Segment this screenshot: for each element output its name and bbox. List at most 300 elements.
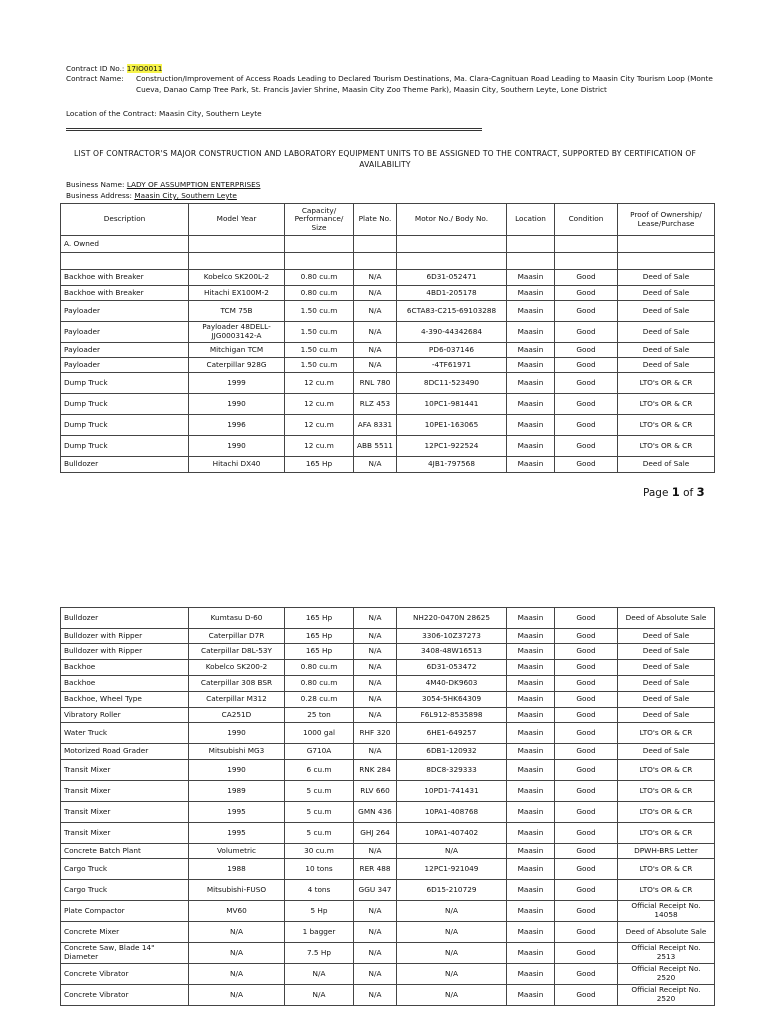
table-cell: Good: [555, 708, 618, 723]
table-row: [61, 922, 715, 943]
table-cell: Maasin: [507, 343, 555, 358]
table-cell: Maasin: [507, 373, 555, 394]
table-cell: 1996: [189, 415, 285, 436]
table-row: [61, 415, 715, 436]
contract-location: Location of the Contract: Maasin City, Southern Leyte: [66, 109, 262, 118]
table-cell: 1.50 cu.m: [285, 343, 354, 358]
table-cell: GMN 436: [354, 802, 397, 823]
table-cell: Dump Truck: [61, 436, 189, 457]
table-cell: Plate Compactor: [61, 901, 189, 922]
table-cell: N/A: [354, 676, 397, 692]
table-cell: 0.80 cu.m: [285, 676, 354, 692]
table-cell: Transit Mixer: [61, 802, 189, 823]
table-cell: Maasin: [507, 322, 555, 343]
table-cell: N/A: [354, 744, 397, 760]
table-cell: Maasin: [507, 943, 555, 964]
table-cell: Maasin: [507, 415, 555, 436]
table-cell: Kobelco SK200-2: [189, 660, 285, 676]
table-cell: RNK 284: [354, 760, 397, 781]
table-row: [61, 859, 715, 880]
table-cell: 3054-5HK64309: [397, 692, 507, 708]
table-cell: RHF 320: [354, 723, 397, 744]
page-middle: of: [679, 487, 697, 499]
table-row: [61, 457, 715, 473]
section-label: A. Owned: [61, 236, 189, 253]
table-cell: 10 tons: [285, 859, 354, 880]
col-header: Motor No./ Body No.: [397, 204, 507, 236]
table-cell: GGU 347: [354, 880, 397, 901]
table-cell: Good: [555, 358, 618, 373]
table-cell: Mitsubishi-FUSO: [189, 880, 285, 901]
table-cell: Maasin: [507, 859, 555, 880]
table-cell: RNL 780: [354, 373, 397, 394]
table-cell: Good: [555, 901, 618, 922]
table-cell: Dump Truck: [61, 415, 189, 436]
table-cell: Transit Mixer: [61, 823, 189, 844]
table-cell: Maasin: [507, 823, 555, 844]
col-header: Description: [61, 204, 189, 236]
table-cell: Good: [555, 608, 618, 629]
table-cell: Good: [555, 270, 618, 286]
table-cell: Kobelco SK200L-2: [189, 270, 285, 286]
table-cell: N/A: [354, 985, 397, 1006]
table-cell: Bulldozer with Ripper: [61, 644, 189, 660]
table-cell: 6HE1-649257: [397, 723, 507, 744]
table-cell: Good: [555, 781, 618, 802]
table-cell: 1995: [189, 802, 285, 823]
table-cell: CA251D: [189, 708, 285, 723]
table-cell: N/A: [189, 964, 285, 985]
table-cell: Maasin: [507, 844, 555, 859]
table-row: [61, 692, 715, 708]
table-cell: GHJ 264: [354, 823, 397, 844]
table-cell: 4 tons: [285, 880, 354, 901]
table-cell: Good: [555, 985, 618, 1006]
table-cell: Good: [555, 301, 618, 322]
table-cell: Good: [555, 676, 618, 692]
table-cell: N/A: [189, 943, 285, 964]
table-cell: 6D31-053472: [397, 660, 507, 676]
table-row: [61, 760, 715, 781]
table-cell: 1989: [189, 781, 285, 802]
table-cell: Water Truck: [61, 723, 189, 744]
table-cell: 165 Hp: [285, 457, 354, 473]
table-cell: Good: [555, 744, 618, 760]
table-cell: Good: [555, 692, 618, 708]
page-total: 3: [696, 485, 705, 499]
table-cell: N/A: [354, 608, 397, 629]
table-cell: Deed of Sale: [618, 692, 715, 708]
table-cell: 6D31-052471: [397, 270, 507, 286]
table-cell: Maasin: [507, 660, 555, 676]
table-cell: Maasin: [507, 901, 555, 922]
table-cell: Vibratory Roller: [61, 708, 189, 723]
table-cell: 1990: [189, 436, 285, 457]
table-row: [61, 358, 715, 373]
table-cell: Mitchigan TCM: [189, 343, 285, 358]
table-cell: LTO's OR & CR: [618, 802, 715, 823]
table-row: [61, 343, 715, 358]
table-cell: Good: [555, 322, 618, 343]
table-cell: 4BD1-205178: [397, 286, 507, 301]
table-cell: Hitachi DX40: [189, 457, 285, 473]
table-cell: N/A: [354, 708, 397, 723]
table-cell: Maasin: [507, 802, 555, 823]
table-cell: 12 cu.m: [285, 436, 354, 457]
table-cell: N/A: [397, 901, 507, 922]
table-cell: Deed of Absolute Sale: [618, 922, 715, 943]
table-cell: Official Receipt No. 14058: [618, 901, 715, 922]
table-cell: Volumetric: [189, 844, 285, 859]
col-header: Location: [507, 204, 555, 236]
table-cell: 1000 gal: [285, 723, 354, 744]
table-cell: Good: [555, 629, 618, 644]
table-cell: N/A: [354, 322, 397, 343]
table-cell: Good: [555, 644, 618, 660]
table-cell: Dump Truck: [61, 373, 189, 394]
table-cell: 5 Hp: [285, 901, 354, 922]
table-cell: Maasin: [507, 629, 555, 644]
page-current: 1: [671, 485, 680, 499]
table-cell: Payloader: [61, 322, 189, 343]
table-cell: 10PD1-741431: [397, 781, 507, 802]
table-cell: Caterpillar D8L-53Y: [189, 644, 285, 660]
business-name-line: [66, 180, 260, 190]
table-row: [61, 394, 715, 415]
col-header: Capacity/ Performance/ Size: [285, 204, 354, 236]
table-row: [61, 901, 715, 922]
table-cell: Good: [555, 436, 618, 457]
table-cell: RLV 660: [354, 781, 397, 802]
table-cell: 6CTA83-C215-69103288: [397, 301, 507, 322]
table-cell: 4-390-44342684: [397, 322, 507, 343]
table-cell: N/A: [354, 644, 397, 660]
table-cell: Good: [555, 859, 618, 880]
business-name-value: LADY OF ASSUMPTION ENTERPRISES: [126, 180, 261, 189]
table-cell: Good: [555, 964, 618, 985]
table-cell: Transit Mixer: [61, 781, 189, 802]
table-cell: N/A: [397, 943, 507, 964]
table-cell: 12PC1-921049: [397, 859, 507, 880]
table-cell: 1.50 cu.m: [285, 322, 354, 343]
table-cell: Payloader: [61, 343, 189, 358]
table-cell: Bulldozer: [61, 457, 189, 473]
table-cell: 1990: [189, 394, 285, 415]
table-row: [61, 644, 715, 660]
table-cell: Official Receipt No. 2513: [618, 943, 715, 964]
table-cell: Mitsubishi MG3: [189, 744, 285, 760]
table-cell: 10PC1-981441: [397, 394, 507, 415]
table-cell: N/A: [354, 692, 397, 708]
table-cell: LTO's OR & CR: [618, 880, 715, 901]
table-cell: Good: [555, 943, 618, 964]
table-cell: Good: [555, 457, 618, 473]
table-cell: DPWH-BRS Letter: [618, 844, 715, 859]
table-cell: Good: [555, 394, 618, 415]
col-header: Plate No.: [354, 204, 397, 236]
table-cell: Maasin: [507, 922, 555, 943]
table-cell: 1988: [189, 859, 285, 880]
table-cell: Deed of Sale: [618, 358, 715, 373]
table-cell: 0.80 cu.m: [285, 660, 354, 676]
contract-id-label: Contract ID No.:: [66, 64, 125, 73]
table-cell: Maasin: [507, 723, 555, 744]
table-cell: 4M40-DK9603: [397, 676, 507, 692]
table-cell: N/A: [354, 901, 397, 922]
table-cell: N/A: [354, 943, 397, 964]
table-cell: N/A: [189, 922, 285, 943]
table-cell: 12 cu.m: [285, 373, 354, 394]
table-cell: 8DC8-329333: [397, 760, 507, 781]
table-cell: Concrete Batch Plant: [61, 844, 189, 859]
table-cell: N/A: [397, 985, 507, 1006]
table-cell: Concrete Vibrator: [61, 985, 189, 1006]
table-row: [61, 676, 715, 692]
table-cell: 8DC11-523490: [397, 373, 507, 394]
table-cell: N/A: [397, 844, 507, 859]
table-cell: N/A: [285, 985, 354, 1006]
table-cell: 165 Hp: [285, 608, 354, 629]
table-cell: 1 bagger: [285, 922, 354, 943]
table-cell: TCM 75B: [189, 301, 285, 322]
table-cell: 12PC1-922524: [397, 436, 507, 457]
table-cell: 5 cu.m: [285, 823, 354, 844]
table-cell: LTO's OR & CR: [618, 859, 715, 880]
table-cell: 1.50 cu.m: [285, 301, 354, 322]
table-cell: Payloader: [61, 358, 189, 373]
table-row: [61, 660, 715, 676]
table-cell: N/A: [354, 343, 397, 358]
table-cell: Caterpillar M312: [189, 692, 285, 708]
table-cell: 1990: [189, 723, 285, 744]
col-header: Model Year: [189, 204, 285, 236]
table-cell: 12 cu.m: [285, 394, 354, 415]
document-title: LIST OF CONTRACTOR'S MAJOR CONSTRUCTION AND LABORATORY EQUIPMENT UNITS TO BE ASSIGNED TO THE CONTRACT, SUPPORTED BY CERTIFICATION OF AVAILABILITY: [73, 149, 697, 169]
table-cell: NH220-0470N 28625: [397, 608, 507, 629]
table-cell: 1.50 cu.m: [285, 358, 354, 373]
table-cell: 6D15-210729: [397, 880, 507, 901]
table-cell: Maasin: [507, 358, 555, 373]
table-cell: Cargo Truck: [61, 859, 189, 880]
table-row: [61, 322, 715, 343]
table-cell: Bulldozer with Ripper: [61, 629, 189, 644]
table-cell: N/A: [354, 964, 397, 985]
table-cell: 10PA1-408768: [397, 802, 507, 823]
table-row: [61, 708, 715, 723]
table-row: [61, 270, 715, 286]
table-cell: N/A: [354, 270, 397, 286]
table-cell: Maasin: [507, 781, 555, 802]
table-cell: Good: [555, 723, 618, 744]
table-cell: Backhoe, Wheel Type: [61, 692, 189, 708]
table-cell: Good: [555, 660, 618, 676]
table-cell: ABB 5511: [354, 436, 397, 457]
table-cell: 165 Hp: [285, 629, 354, 644]
business-address-value: Maasin City, Southern Leyte: [134, 191, 237, 200]
table-cell: 1990: [189, 760, 285, 781]
table-cell: -4TF61971: [397, 358, 507, 373]
table-cell: LTO's OR & CR: [618, 436, 715, 457]
table-cell: N/A: [354, 358, 397, 373]
table-cell: 10PA1-407402: [397, 823, 507, 844]
table-cell: Maasin: [507, 301, 555, 322]
table-cell: Maasin: [507, 760, 555, 781]
contract-id-value: 17IO0011: [126, 64, 163, 73]
table-cell: LTO's OR & CR: [618, 394, 715, 415]
table-cell: Kumtasu D-60: [189, 608, 285, 629]
table-cell: 5 cu.m: [285, 802, 354, 823]
table-cell: LTO's OR & CR: [618, 823, 715, 844]
business-address-label: Business Address:: [66, 191, 133, 200]
col-header: Condition: [555, 204, 618, 236]
table-row: [61, 802, 715, 823]
table-header-row: [61, 204, 715, 236]
table-row: [61, 723, 715, 744]
table-cell: Motorized Road Grader: [61, 744, 189, 760]
table-cell: 6DB1-120932: [397, 744, 507, 760]
table-cell: Caterpillar 928G: [189, 358, 285, 373]
table-cell: Good: [555, 880, 618, 901]
table-cell: Hitachi EX100M-2: [189, 286, 285, 301]
table-cell: Backhoe: [61, 660, 189, 676]
table-cell: Caterpillar D7R: [189, 629, 285, 644]
table-cell: Deed of Absolute Sale: [618, 608, 715, 629]
table-cell: 1999: [189, 373, 285, 394]
table-cell: LTO's OR & CR: [618, 415, 715, 436]
table-cell: Dump Truck: [61, 394, 189, 415]
contract-name-value: Construction/Improvement of Access Roads Leading to Declared Tourism Destinations, Ma. Clara-Cagnituan Road Leading to Maasin City Tourism Loop (Monte Cueva, Danao Camp Tree Park, St. Francis Javier Shrine, Maasin City Zoo Theme Park), Maasin City, Southern Leyte, Lone District: [136, 74, 713, 94]
table-cell: Caterpillar 308 BSR: [189, 676, 285, 692]
table-cell: Deed of Sale: [618, 286, 715, 301]
table-cell: Deed of Sale: [618, 343, 715, 358]
table-cell: Maasin: [507, 744, 555, 760]
table-cell: 0.80 cu.m: [285, 286, 354, 301]
table-cell: G710A: [285, 744, 354, 760]
table-cell: Good: [555, 922, 618, 943]
table-cell: Backhoe with Breaker: [61, 286, 189, 301]
table-cell: Maasin: [507, 708, 555, 723]
section-row: [61, 236, 715, 253]
table-cell: N/A: [397, 922, 507, 943]
table-cell: RLZ 453: [354, 394, 397, 415]
table-cell: Good: [555, 343, 618, 358]
table-cell: 12 cu.m: [285, 415, 354, 436]
table-cell: 5 cu.m: [285, 781, 354, 802]
equipment-table-page-2: [60, 607, 715, 1006]
table-cell: N/A: [354, 301, 397, 322]
table-cell: N/A: [354, 457, 397, 473]
table-cell: Good: [555, 823, 618, 844]
table-row: [61, 985, 715, 1006]
table-row: [61, 744, 715, 760]
table-row: [61, 880, 715, 901]
table-cell: 25 ton: [285, 708, 354, 723]
table-row: [61, 286, 715, 301]
table-cell: Concrete Mixer: [61, 922, 189, 943]
table-cell: N/A: [397, 964, 507, 985]
table-row: [61, 964, 715, 985]
table-row: [61, 781, 715, 802]
table-cell: N/A: [354, 922, 397, 943]
table-row: [61, 373, 715, 394]
table-cell: 165 Hp: [285, 644, 354, 660]
table-cell: N/A: [354, 660, 397, 676]
table-cell: Maasin: [507, 692, 555, 708]
table-row: [61, 301, 715, 322]
table-cell: 4JB1-797568: [397, 457, 507, 473]
table-cell: Concrete Vibrator: [61, 964, 189, 985]
page-prefix: Page: [643, 487, 672, 499]
divider-rule: [66, 128, 482, 131]
contract-id-line: [66, 64, 162, 75]
table-cell: Good: [555, 760, 618, 781]
equipment-table-page-1: [60, 203, 715, 473]
table-cell: LTO's OR & CR: [618, 373, 715, 394]
table-cell: Payloader: [61, 301, 189, 322]
table-cell: Maasin: [507, 676, 555, 692]
table-cell: AFA 8331: [354, 415, 397, 436]
table-cell: 3408-48W16513: [397, 644, 507, 660]
table-cell: N/A: [354, 844, 397, 859]
spacer-row: [61, 253, 715, 270]
table-row: [61, 436, 715, 457]
table-cell: Backhoe: [61, 676, 189, 692]
table-cell: Deed of Sale: [618, 644, 715, 660]
table-cell: Deed of Sale: [618, 676, 715, 692]
table-cell: Deed of Sale: [618, 708, 715, 723]
business-address-line: [66, 191, 237, 201]
table-cell: F6L912-8535898: [397, 708, 507, 723]
table-cell: 10PE1-163065: [397, 415, 507, 436]
table-cell: Deed of Sale: [618, 322, 715, 343]
table-cell: 0.80 cu.m: [285, 270, 354, 286]
table-cell: Good: [555, 802, 618, 823]
table-cell: Maasin: [507, 964, 555, 985]
table-cell: Official Receipt No. 2520: [618, 964, 715, 985]
table-cell: Backhoe with Breaker: [61, 270, 189, 286]
table-row: [61, 629, 715, 644]
table-cell: Maasin: [507, 644, 555, 660]
table-cell: 3306-10Z37273: [397, 629, 507, 644]
table-cell: Payloader 48DELL-JJG0003142-A: [189, 322, 285, 343]
table-cell: Maasin: [507, 608, 555, 629]
table-cell: Good: [555, 286, 618, 301]
table-cell: Deed of Sale: [618, 457, 715, 473]
page-number: [643, 485, 705, 499]
table-cell: LTO's OR & CR: [618, 723, 715, 744]
table-cell: 6 cu.m: [285, 760, 354, 781]
business-name-label: Business Name:: [66, 180, 125, 189]
table-cell: 1995: [189, 823, 285, 844]
table-cell: Maasin: [507, 436, 555, 457]
table-cell: N/A: [189, 985, 285, 1006]
table-cell: Concrete Saw, Blade 14" Diameter: [61, 943, 189, 964]
table-cell: Deed of Sale: [618, 301, 715, 322]
table-cell: 0.28 cu.m: [285, 692, 354, 708]
table-cell: Cargo Truck: [61, 880, 189, 901]
col-header: Proof of Ownership/ Lease/Purchase: [618, 204, 715, 236]
table-cell: Deed of Sale: [618, 660, 715, 676]
table-cell: Bulldozer: [61, 608, 189, 629]
table-cell: LTO's OR & CR: [618, 760, 715, 781]
table-cell: 30 cu.m: [285, 844, 354, 859]
table-cell: Deed of Sale: [618, 744, 715, 760]
table-row: [61, 943, 715, 964]
table-cell: N/A: [285, 964, 354, 985]
table-row: [61, 823, 715, 844]
table-cell: LTO's OR & CR: [618, 781, 715, 802]
table-row: [61, 844, 715, 859]
